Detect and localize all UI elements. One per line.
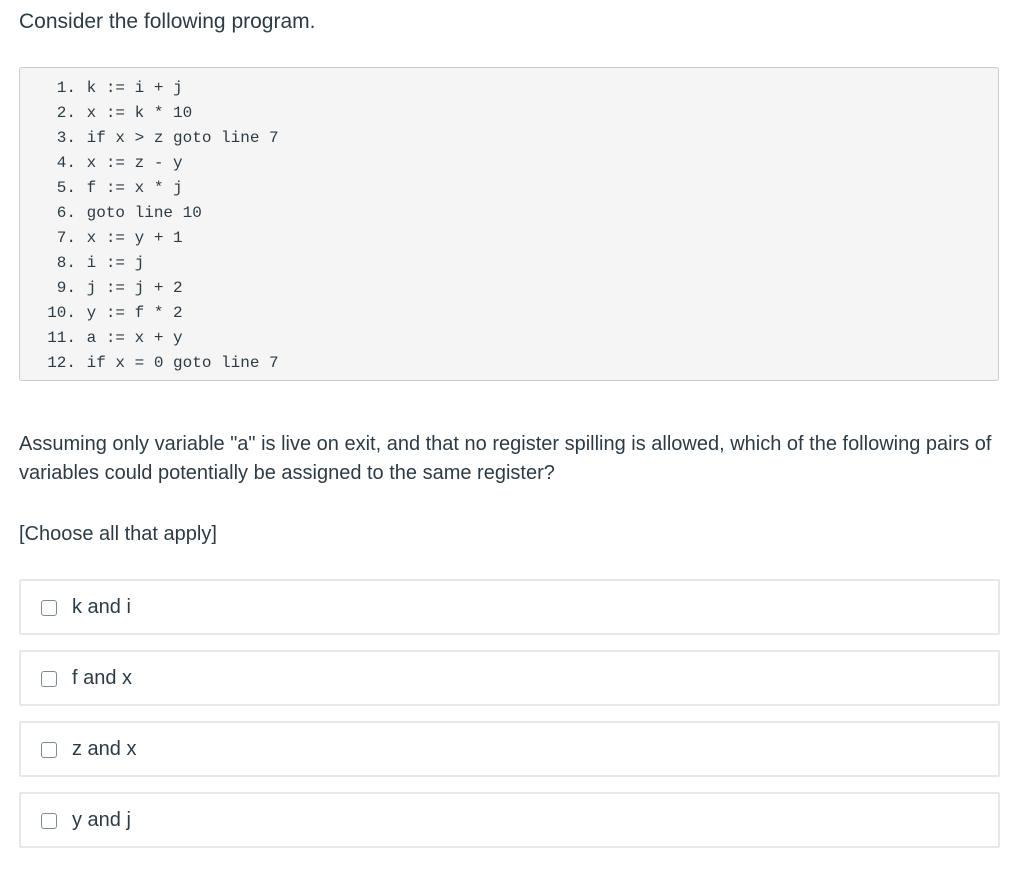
code-line	[20, 278, 183, 298]
code-text: x := z - y	[86, 154, 183, 172]
code-line	[20, 328, 183, 348]
code-line	[20, 353, 279, 373]
checkbox[interactable]	[41, 742, 57, 758]
code-text: if x = 0 goto line 7	[86, 354, 279, 372]
option-label: k and i	[72, 596, 131, 618]
option-label: z and x	[72, 738, 137, 760]
option-label: f and x	[72, 667, 133, 689]
checkbox[interactable]	[41, 671, 57, 687]
answer-option-k-and-i[interactable]	[19, 579, 1000, 635]
answer-option-z-and-x[interactable]	[19, 721, 1000, 777]
code-text: goto line 10	[86, 204, 202, 222]
question-text: Assuming only variable "a" is live on exit, and that no register spilling is allowed, which of the following pairs of variables could potentially be assigned to the same register?	[19, 433, 992, 484]
code-line	[20, 103, 192, 123]
line-number: 4.	[56, 154, 76, 172]
code-text: k := i + j	[86, 79, 183, 97]
line-number: 12.	[47, 354, 76, 372]
line-number: 3.	[56, 129, 76, 147]
checkbox[interactable]	[41, 600, 57, 616]
code-line	[20, 153, 183, 173]
code-line	[20, 128, 279, 148]
code-line	[20, 228, 183, 248]
answer-option-y-and-j[interactable]	[19, 792, 1000, 848]
line-number: 9.	[56, 279, 76, 297]
line-number: 7.	[56, 229, 76, 247]
line-number: 2.	[56, 104, 76, 122]
code-text: x := y + 1	[86, 229, 183, 247]
option-label: y and j	[72, 809, 131, 831]
intro-text: Consider the following program.	[19, 10, 316, 33]
code-line	[20, 78, 183, 98]
code-text: i := j	[86, 254, 145, 272]
code-block	[19, 67, 999, 381]
instruction-text: [Choose all that apply]	[19, 523, 217, 545]
code-text: y := f * 2	[86, 304, 183, 322]
line-number: 1.	[56, 79, 76, 97]
code-text: if x > z goto line 7	[86, 129, 279, 147]
line-number: 10.	[47, 304, 76, 322]
line-number: 8.	[56, 254, 76, 272]
code-text: j := j + 2	[86, 279, 183, 297]
code-line	[20, 178, 183, 198]
code-line	[20, 253, 144, 273]
code-text: a := x + y	[86, 329, 183, 347]
code-text: x := k * 10	[86, 104, 193, 122]
code-line	[20, 303, 183, 323]
line-number: 5.	[56, 179, 76, 197]
code-line	[20, 203, 202, 223]
line-number: 11.	[47, 329, 76, 347]
code-text: f := x * j	[86, 179, 183, 197]
answer-option-f-and-x[interactable]	[19, 650, 1000, 706]
line-number: 6.	[56, 204, 76, 222]
checkbox[interactable]	[41, 813, 57, 829]
